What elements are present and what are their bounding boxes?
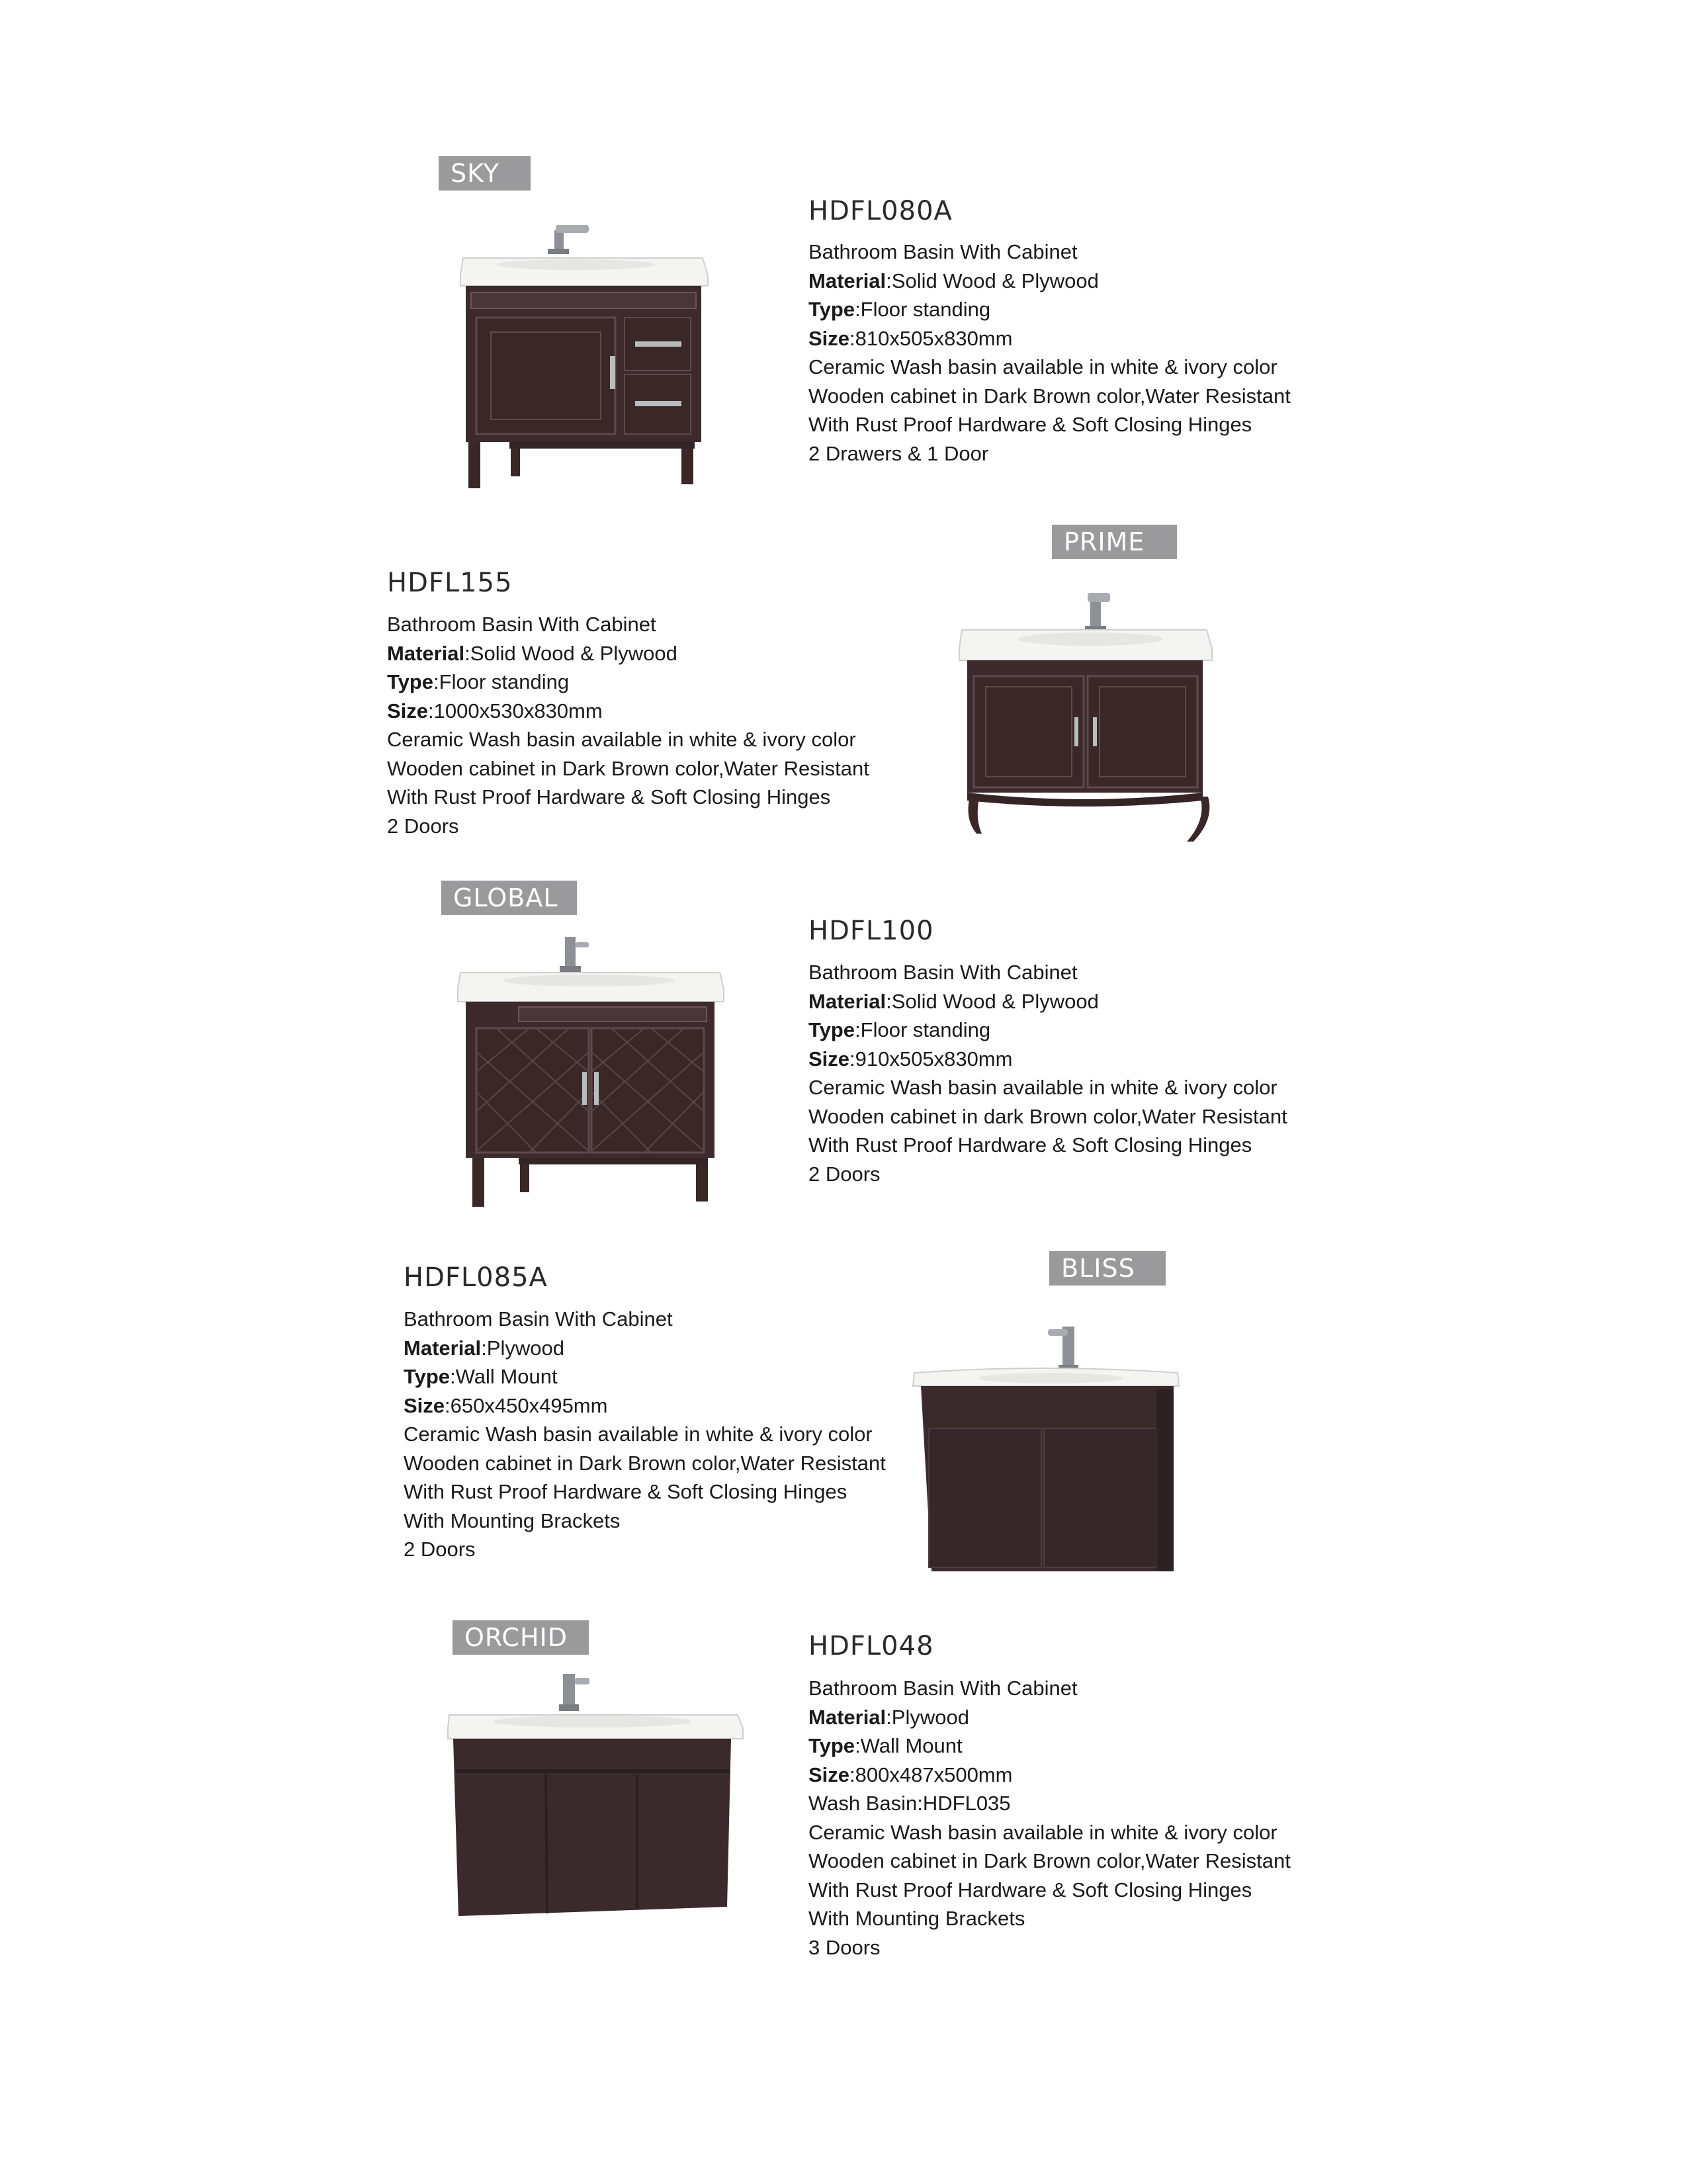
product-image-prime-vanity: [958, 588, 1216, 846]
material-label: Material: [404, 1336, 482, 1360]
spec-note: 2 Drawers & 1 Door: [808, 441, 989, 465]
material-value: :Solid Wood & Plywood: [886, 269, 1099, 292]
size-value: :1000x530x830mm: [428, 699, 603, 722]
type-label: Type: [808, 298, 855, 321]
material-value: :Solid Wood & Plywood: [886, 989, 1099, 1013]
type-label: Type: [404, 1365, 451, 1388]
material-label: Material: [808, 989, 887, 1013]
size-value: :800x487x500mm: [849, 1763, 1013, 1786]
spec-note: Wash Basin:HDFL035: [808, 1792, 1011, 1815]
spec-title: Bathroom Basin With Cabinet: [808, 240, 1078, 263]
size-label: Size: [808, 326, 850, 350]
spec-note: With Rust Proof Hardware & Soft Closing Hinges: [808, 1878, 1252, 1901]
product-image-global-vanity: [456, 933, 728, 1217]
spec-title: Bathroom Basin With Cabinet: [808, 961, 1078, 984]
product-code-hdfl048: HDFL048: [808, 1631, 934, 1661]
size-value: :910x505x830mm: [849, 1047, 1013, 1070]
spec-note: With Rust Proof Hardware & Soft Closing Hinges: [808, 1133, 1252, 1157]
series-tag-orchid: ORCHID: [453, 1620, 589, 1655]
spec-note: 2 Doors: [387, 814, 459, 838]
size-label: Size: [404, 1393, 445, 1417]
product-image-orchid-vanity: [447, 1670, 748, 1921]
type-value: :Wall Mount: [855, 1734, 963, 1757]
product-image-bliss-vanity: [912, 1320, 1183, 1588]
type-value: :Floor standing: [855, 1018, 991, 1041]
spec-note: Ceramic Wash basin available in white & ivory color: [387, 728, 856, 751]
spec-note: Wooden cabinet in Dark Brown color,Water Resistant: [808, 384, 1291, 408]
spec-note: 2 Doors: [808, 1162, 881, 1186]
spec-list-hdfl080a: [808, 238, 1291, 468]
spec-note: Ceramic Wash basin available in white & ivory color: [808, 1076, 1277, 1099]
spec-note: With Rust Proof Hardware & Soft Closing Hinges: [387, 785, 831, 808]
spec-title: Bathroom Basin With Cabinet: [808, 1677, 1078, 1700]
spec-title: Bathroom Basin With Cabinet: [387, 613, 656, 636]
spec-note: Wooden cabinet in Dark Brown color,Water Resistant: [808, 1849, 1291, 1872]
product-code-hdfl155: HDFL155: [387, 568, 513, 598]
spec-note: Ceramic Wash basin available in white & ivory color: [404, 1422, 873, 1446]
material-label: Material: [808, 1705, 887, 1729]
spec-note: Ceramic Wash basin available in white & ivory color: [808, 355, 1277, 378]
spec-list-hdfl048: [808, 1674, 1291, 1962]
material-value: :Plywood: [481, 1336, 564, 1360]
series-tag-sky: SKY: [439, 156, 531, 191]
type-value: :Wall Mount: [450, 1365, 558, 1388]
spec-note: With Rust Proof Hardware & Soft Closing Hinges: [808, 413, 1252, 436]
material-label: Material: [387, 641, 465, 665]
material-value: :Plywood: [886, 1705, 969, 1729]
type-value: :Floor standing: [855, 298, 991, 321]
series-tag-prime: PRIME: [1052, 525, 1177, 559]
spec-note: With Mounting Brackets: [404, 1508, 621, 1532]
series-tag-global: GLOBAL: [441, 881, 577, 915]
spec-note: Ceramic Wash basin available in white & ivory color: [808, 1820, 1277, 1844]
size-value: :650x450x495mm: [445, 1393, 608, 1417]
size-label: Size: [387, 699, 429, 722]
spec-title: Bathroom Basin With Cabinet: [404, 1307, 673, 1331]
spec-list-hdfl155: [387, 610, 869, 840]
spec-list-hdfl100: [808, 958, 1287, 1188]
size-value: :810x505x830mm: [849, 326, 1013, 350]
product-code-hdfl100: HDFL100: [808, 916, 934, 946]
size-label: Size: [808, 1047, 850, 1070]
size-label: Size: [808, 1763, 850, 1786]
spec-note: Wooden cabinet in Dark Brown color,Water Resistant: [404, 1451, 886, 1475]
spec-note: With Rust Proof Hardware & Soft Closing Hinges: [404, 1480, 847, 1503]
product-image-sky-vanity: [456, 218, 714, 496]
spec-note: Wooden cabinet in Dark Brown color,Water Resistant: [387, 756, 869, 780]
type-value: :Floor standing: [433, 670, 570, 693]
spec-list-hdfl085a: [404, 1305, 886, 1564]
type-label: Type: [808, 1018, 855, 1041]
type-label: Type: [387, 670, 434, 693]
type-label: Type: [808, 1734, 855, 1757]
material-label: Material: [808, 269, 887, 292]
spec-note: 2 Doors: [404, 1538, 476, 1561]
material-value: :Solid Wood & Plywood: [464, 641, 677, 665]
spec-note: Wooden cabinet in dark Brown color,Water Resistant: [808, 1104, 1287, 1128]
spec-note: With Mounting Brackets: [808, 1907, 1025, 1930]
product-code-hdfl085a: HDFL085A: [404, 1262, 548, 1293]
series-tag-bliss: BLISS: [1049, 1251, 1166, 1286]
spec-note: 3 Doors: [808, 1935, 881, 1959]
product-code-hdfl080a: HDFL080A: [808, 196, 953, 226]
